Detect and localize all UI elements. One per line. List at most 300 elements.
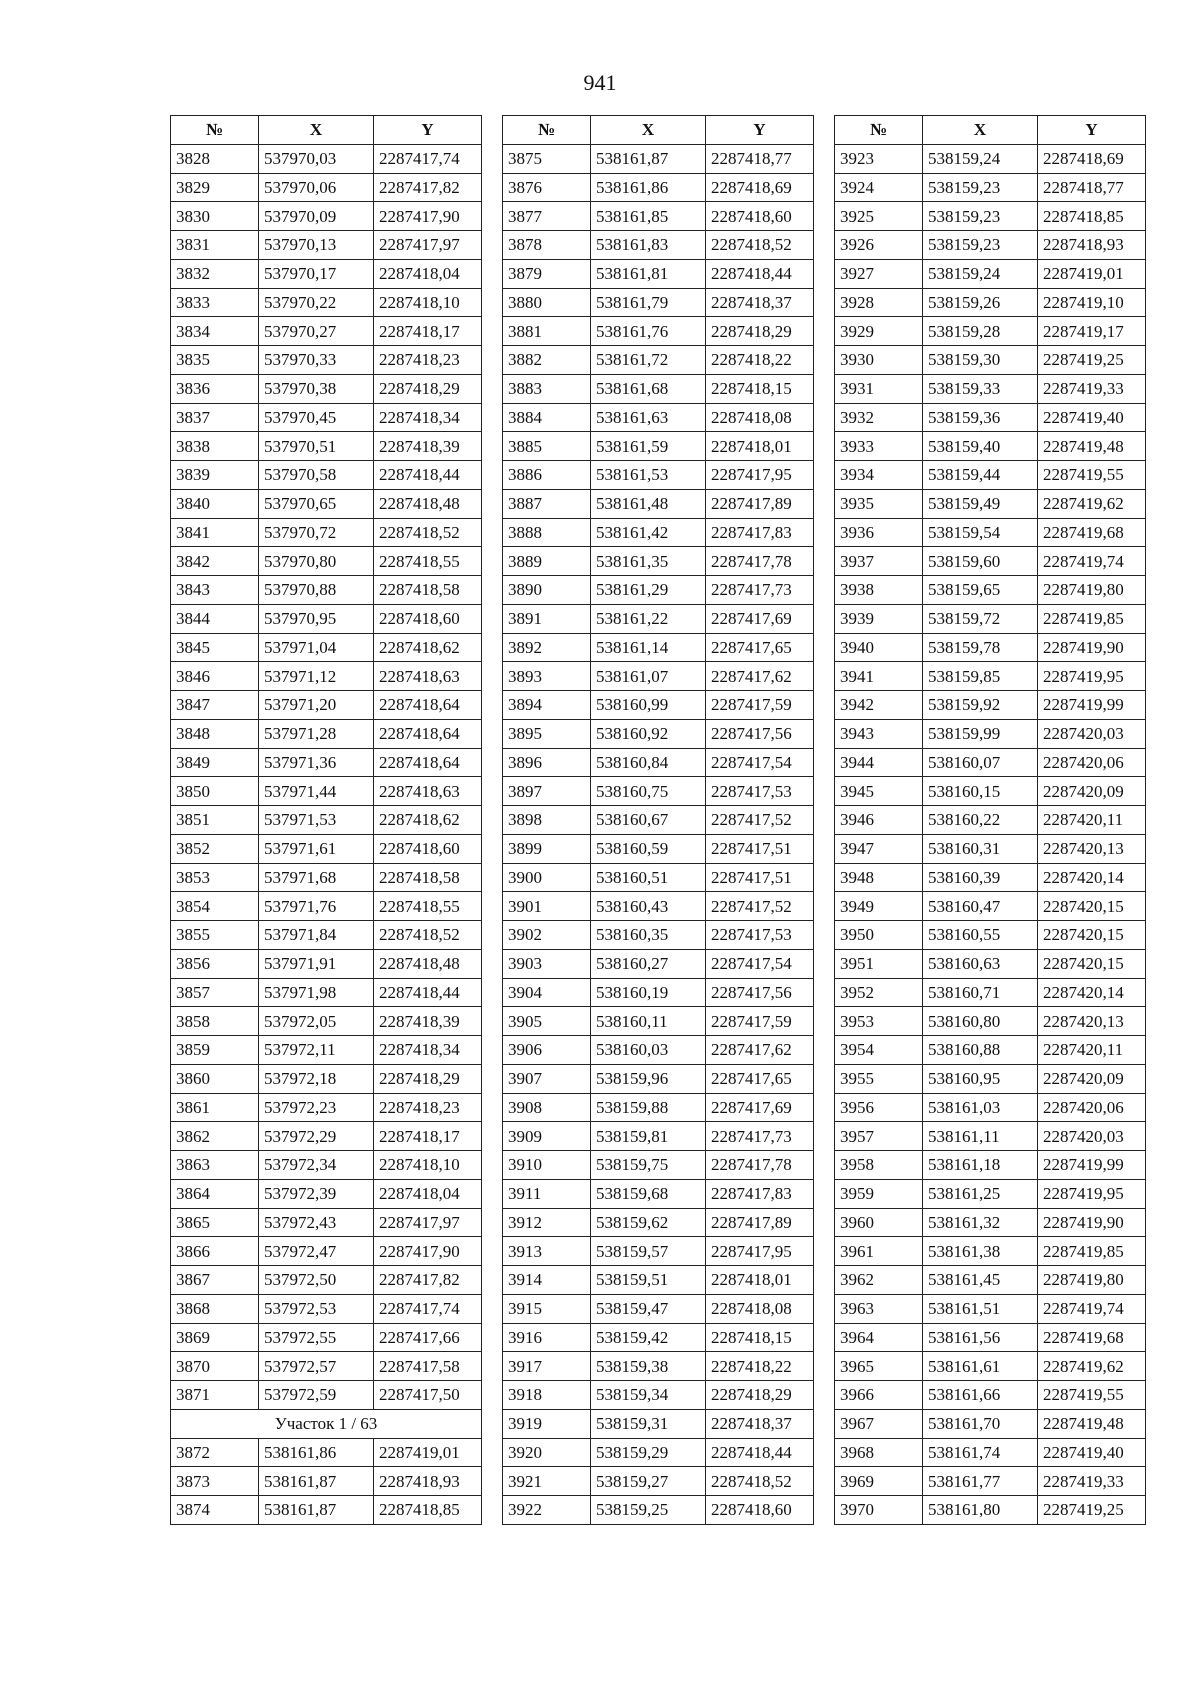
y-coordinate-cell: 2287417,65 — [706, 1064, 814, 1093]
x-coordinate-cell: 538161,87 — [591, 144, 706, 173]
point-number-cell: 3891 — [503, 604, 591, 633]
y-coordinate-cell: 2287417,54 — [706, 949, 814, 978]
y-coordinate-cell: 2287417,52 — [706, 806, 814, 835]
x-coordinate-cell: 538159,60 — [923, 547, 1038, 576]
x-coordinate-cell: 537970,58 — [259, 461, 374, 490]
point-number-cell: 3898 — [503, 806, 591, 835]
x-coordinate-cell: 538161,79 — [591, 288, 706, 317]
y-coordinate-cell: 2287418,60 — [706, 202, 814, 231]
x-coordinate-cell: 538159,78 — [923, 633, 1038, 662]
point-number-cell: 3934 — [835, 461, 923, 490]
point-number-cell: 3960 — [835, 1208, 923, 1237]
y-coordinate-cell: 2287417,78 — [706, 1151, 814, 1180]
y-coordinate-cell: 2287417,73 — [706, 576, 814, 605]
x-coordinate-cell: 538159,23 — [923, 231, 1038, 260]
table-row — [171, 1323, 482, 1352]
y-coordinate-cell: 2287418,29 — [706, 317, 814, 346]
y-coordinate-cell: 2287418,15 — [706, 1323, 814, 1352]
table-row — [503, 748, 814, 777]
x-coordinate-cell: 537971,53 — [259, 806, 374, 835]
table-row — [171, 231, 482, 260]
x-coordinate-cell: 537972,23 — [259, 1093, 374, 1122]
point-number-cell: 3835 — [171, 346, 259, 375]
y-coordinate-cell: 2287417,50 — [374, 1381, 482, 1410]
point-number-cell: 3968 — [835, 1438, 923, 1467]
y-coordinate-cell: 2287419,68 — [1038, 1323, 1146, 1352]
y-coordinate-cell: 2287418,34 — [374, 403, 482, 432]
point-number-cell: 3950 — [835, 921, 923, 950]
y-coordinate-cell: 2287418,23 — [374, 346, 482, 375]
point-number-cell: 3860 — [171, 1064, 259, 1093]
table-row — [835, 1036, 1146, 1065]
point-number-cell: 3935 — [835, 489, 923, 518]
table-row — [503, 173, 814, 202]
x-coordinate-cell: 537971,12 — [259, 662, 374, 691]
point-number-cell: 3913 — [503, 1237, 591, 1266]
point-number-cell: 3876 — [503, 173, 591, 202]
x-coordinate-cell: 538161,42 — [591, 518, 706, 547]
table-row — [835, 1409, 1146, 1438]
point-number-cell: 3853 — [171, 863, 259, 892]
point-number-cell: 3856 — [171, 949, 259, 978]
y-coordinate-cell: 2287417,89 — [706, 489, 814, 518]
table-row — [835, 921, 1146, 950]
point-number-cell: 3874 — [171, 1496, 259, 1525]
point-number-cell: 3945 — [835, 777, 923, 806]
y-coordinate-cell: 2287418,48 — [374, 949, 482, 978]
table-row — [835, 1093, 1146, 1122]
x-coordinate-cell: 537970,65 — [259, 489, 374, 518]
table-row — [503, 1093, 814, 1122]
coordinates-table-2 — [502, 115, 814, 1525]
table-row — [835, 489, 1146, 518]
table-row — [835, 432, 1146, 461]
y-coordinate-cell: 2287418,15 — [706, 374, 814, 403]
y-coordinate-cell: 2287418,69 — [706, 173, 814, 202]
x-coordinate-cell: 538161,14 — [591, 633, 706, 662]
y-coordinate-cell: 2287418,55 — [374, 547, 482, 576]
point-number-cell: 3847 — [171, 691, 259, 720]
point-number-cell: 3911 — [503, 1179, 591, 1208]
x-coordinate-cell: 537970,95 — [259, 604, 374, 633]
x-coordinate-cell: 538161,63 — [591, 403, 706, 432]
table-row — [171, 1496, 482, 1525]
x-coordinate-cell: 538159,72 — [923, 604, 1038, 633]
x-coordinate-cell: 538160,39 — [923, 863, 1038, 892]
y-coordinate-cell: 2287418,60 — [374, 604, 482, 633]
x-coordinate-cell: 538160,11 — [591, 1007, 706, 1036]
point-number-cell: 3873 — [171, 1467, 259, 1496]
table-row — [835, 1208, 1146, 1237]
point-number-cell: 3842 — [171, 547, 259, 576]
x-coordinate-cell: 538161,87 — [259, 1496, 374, 1525]
y-coordinate-cell: 2287417,65 — [706, 633, 814, 662]
x-coordinate-cell: 538160,19 — [591, 978, 706, 1007]
table-row — [835, 576, 1146, 605]
y-coordinate-cell: 2287418,44 — [374, 978, 482, 1007]
x-coordinate-cell: 538160,43 — [591, 892, 706, 921]
table-row — [503, 489, 814, 518]
x-coordinate-cell: 537971,61 — [259, 834, 374, 863]
y-coordinate-cell: 2287419,33 — [1038, 1467, 1146, 1496]
point-number-cell: 3957 — [835, 1122, 923, 1151]
y-coordinate-cell: 2287418,44 — [706, 1438, 814, 1467]
y-coordinate-cell: 2287418,62 — [374, 633, 482, 662]
table-row — [503, 317, 814, 346]
y-coordinate-cell: 2287417,89 — [706, 1208, 814, 1237]
table-row — [835, 317, 1146, 346]
x-coordinate-cell: 538159,27 — [591, 1467, 706, 1496]
y-coordinate-cell: 2287419,99 — [1038, 691, 1146, 720]
y-coordinate-cell: 2287418,08 — [706, 1294, 814, 1323]
table-row — [835, 346, 1146, 375]
point-number-cell: 3918 — [503, 1381, 591, 1410]
table-row — [171, 949, 482, 978]
y-coordinate-cell: 2287417,73 — [706, 1122, 814, 1151]
x-coordinate-cell: 537971,28 — [259, 719, 374, 748]
y-coordinate-cell: 2287419,85 — [1038, 1237, 1146, 1266]
point-number-cell: 3897 — [503, 777, 591, 806]
y-coordinate-cell: 2287420,06 — [1038, 748, 1146, 777]
table-row — [503, 806, 814, 835]
x-coordinate-cell: 538161,25 — [923, 1179, 1038, 1208]
table-row — [503, 662, 814, 691]
table-row — [171, 892, 482, 921]
table-row — [171, 346, 482, 375]
x-coordinate-cell: 538161,86 — [591, 173, 706, 202]
point-number-cell: 3865 — [171, 1208, 259, 1237]
table-row — [171, 863, 482, 892]
x-coordinate-cell: 537971,91 — [259, 949, 374, 978]
point-number-cell: 3881 — [503, 317, 591, 346]
table-row — [835, 1064, 1146, 1093]
x-coordinate-cell: 538160,95 — [923, 1064, 1038, 1093]
table-row — [171, 921, 482, 950]
table-row — [503, 403, 814, 432]
point-number-cell: 3962 — [835, 1266, 923, 1295]
y-coordinate-cell: 2287418,58 — [374, 863, 482, 892]
point-number-cell: 3871 — [171, 1381, 259, 1410]
table-row — [171, 1467, 482, 1496]
y-coordinate-cell: 2287417,56 — [706, 719, 814, 748]
table-row — [835, 461, 1146, 490]
point-number-cell: 3931 — [835, 374, 923, 403]
y-coordinate-cell: 2287417,52 — [706, 892, 814, 921]
y-coordinate-cell: 2287417,97 — [374, 1208, 482, 1237]
table-row — [835, 547, 1146, 576]
x-coordinate-cell: 538161,77 — [923, 1467, 1038, 1496]
table-row — [503, 1007, 814, 1036]
x-coordinate-cell: 537970,22 — [259, 288, 374, 317]
x-coordinate-cell: 538159,65 — [923, 576, 1038, 605]
point-number-cell: 3838 — [171, 432, 259, 461]
table-row — [835, 1179, 1146, 1208]
coordinates-table-1 — [170, 115, 482, 1525]
table-row — [503, 834, 814, 863]
y-coordinate-cell: 2287419,95 — [1038, 662, 1146, 691]
y-coordinate-cell: 2287419,90 — [1038, 633, 1146, 662]
point-number-cell: 3969 — [835, 1467, 923, 1496]
table-row — [171, 633, 482, 662]
table-row — [171, 288, 482, 317]
y-coordinate-cell: 2287417,83 — [706, 1179, 814, 1208]
table-row — [171, 403, 482, 432]
table-row — [503, 231, 814, 260]
point-number-cell: 3902 — [503, 921, 591, 950]
x-coordinate-cell: 538159,23 — [923, 173, 1038, 202]
y-coordinate-cell: 2287418,39 — [374, 432, 482, 461]
table-row — [171, 374, 482, 403]
y-coordinate-cell: 2287417,56 — [706, 978, 814, 1007]
x-coordinate-cell: 537972,50 — [259, 1266, 374, 1295]
x-coordinate-cell: 538161,53 — [591, 461, 706, 490]
table-row — [171, 748, 482, 777]
point-number-cell: 3917 — [503, 1352, 591, 1381]
y-coordinate-cell: 2287418,58 — [374, 576, 482, 605]
y-coordinate-cell: 2287417,74 — [374, 1294, 482, 1323]
point-number-cell: 3861 — [171, 1093, 259, 1122]
x-coordinate-cell: 538159,23 — [923, 202, 1038, 231]
point-number-cell: 3965 — [835, 1352, 923, 1381]
point-number-cell: 3883 — [503, 374, 591, 403]
y-coordinate-cell: 2287418,93 — [374, 1467, 482, 1496]
y-coordinate-cell: 2287417,90 — [374, 202, 482, 231]
y-coordinate-cell: 2287418,62 — [374, 806, 482, 835]
y-coordinate-cell: 2287420,11 — [1038, 806, 1146, 835]
y-coordinate-cell: 2287417,53 — [706, 777, 814, 806]
point-number-cell: 3955 — [835, 1064, 923, 1093]
table-row — [835, 691, 1146, 720]
x-coordinate-cell: 538161,22 — [591, 604, 706, 633]
x-coordinate-cell: 538161,66 — [923, 1381, 1038, 1410]
table-row — [503, 1496, 814, 1525]
y-coordinate-cell: 2287418,93 — [1038, 231, 1146, 260]
x-coordinate-cell: 537971,44 — [259, 777, 374, 806]
x-coordinate-cell: 537971,36 — [259, 748, 374, 777]
table-row — [503, 547, 814, 576]
y-coordinate-cell: 2287418,48 — [374, 489, 482, 518]
table-row — [503, 1467, 814, 1496]
table-row — [171, 518, 482, 547]
point-number-cell: 3920 — [503, 1438, 591, 1467]
point-number-cell: 3939 — [835, 604, 923, 633]
table-row — [835, 604, 1146, 633]
table-row — [503, 1237, 814, 1266]
table-row — [503, 288, 814, 317]
point-number-cell: 3829 — [171, 173, 259, 202]
point-number-cell: 3905 — [503, 1007, 591, 1036]
y-coordinate-cell: 2287419,80 — [1038, 1266, 1146, 1295]
x-coordinate-cell: 538160,51 — [591, 863, 706, 892]
x-coordinate-cell: 538159,96 — [591, 1064, 706, 1093]
table-row — [171, 317, 482, 346]
x-coordinate-cell: 538159,57 — [591, 1237, 706, 1266]
y-coordinate-cell: 2287418,01 — [706, 432, 814, 461]
table-row — [503, 1352, 814, 1381]
x-coordinate-cell: 538161,48 — [591, 489, 706, 518]
section-label: Участок 1 / 63 — [171, 1409, 482, 1438]
point-number-cell: 3864 — [171, 1179, 259, 1208]
table-row — [503, 1438, 814, 1467]
x-coordinate-cell: 538159,30 — [923, 346, 1038, 375]
y-coordinate-cell: 2287418,77 — [1038, 173, 1146, 202]
point-number-cell: 3906 — [503, 1036, 591, 1065]
x-coordinate-cell: 537971,98 — [259, 978, 374, 1007]
point-number-cell: 3889 — [503, 547, 591, 576]
table-row — [171, 1438, 482, 1467]
table-row — [171, 259, 482, 288]
table-row — [835, 806, 1146, 835]
point-number-cell: 3947 — [835, 834, 923, 863]
point-number-cell: 3879 — [503, 259, 591, 288]
x-coordinate-cell: 538161,72 — [591, 346, 706, 375]
y-coordinate-cell: 2287417,82 — [374, 1266, 482, 1295]
point-number-cell: 3952 — [835, 978, 923, 1007]
table-row — [503, 777, 814, 806]
x-coordinate-cell: 537971,76 — [259, 892, 374, 921]
x-coordinate-cell: 538161,18 — [923, 1151, 1038, 1180]
table-row — [503, 374, 814, 403]
y-coordinate-cell: 2287418,55 — [374, 892, 482, 921]
point-number-cell: 3896 — [503, 748, 591, 777]
section-row — [171, 1409, 482, 1438]
point-number-cell: 3884 — [503, 403, 591, 432]
y-coordinate-cell: 2287418,29 — [374, 374, 482, 403]
point-number-cell: 3912 — [503, 1208, 591, 1237]
x-coordinate-cell: 537970,45 — [259, 403, 374, 432]
x-coordinate-cell: 537971,84 — [259, 921, 374, 950]
point-number-cell: 3855 — [171, 921, 259, 950]
point-number-cell: 3956 — [835, 1093, 923, 1122]
x-coordinate-cell: 538161,35 — [591, 547, 706, 576]
point-number-cell: 3887 — [503, 489, 591, 518]
y-coordinate-cell: 2287417,53 — [706, 921, 814, 950]
x-coordinate-cell: 537970,51 — [259, 432, 374, 461]
y-coordinate-cell: 2287418,52 — [374, 921, 482, 950]
point-number-cell: 3949 — [835, 892, 923, 921]
x-coordinate-cell: 538159,54 — [923, 518, 1038, 547]
x-coordinate-cell: 538159,92 — [923, 691, 1038, 720]
y-coordinate-cell: 2287418,22 — [706, 346, 814, 375]
y-coordinate-cell: 2287418,60 — [706, 1496, 814, 1525]
y-coordinate-cell: 2287418,52 — [374, 518, 482, 547]
x-coordinate-cell: 538160,75 — [591, 777, 706, 806]
table-row — [835, 144, 1146, 173]
x-coordinate-cell: 538159,26 — [923, 288, 1038, 317]
header-number: № — [171, 116, 259, 145]
table-row — [171, 806, 482, 835]
table-row — [835, 1294, 1146, 1323]
table-row — [503, 259, 814, 288]
x-coordinate-cell: 538159,36 — [923, 403, 1038, 432]
table-row — [503, 518, 814, 547]
x-coordinate-cell: 538161,76 — [591, 317, 706, 346]
point-number-cell: 3848 — [171, 719, 259, 748]
y-coordinate-cell: 2287419,48 — [1038, 1409, 1146, 1438]
point-number-cell: 3963 — [835, 1294, 923, 1323]
header-number: № — [835, 116, 923, 145]
point-number-cell: 3851 — [171, 806, 259, 835]
table-row — [503, 604, 814, 633]
x-coordinate-cell: 538160,22 — [923, 806, 1038, 835]
y-coordinate-cell: 2287420,15 — [1038, 921, 1146, 950]
point-number-cell: 3941 — [835, 662, 923, 691]
y-coordinate-cell: 2287420,06 — [1038, 1093, 1146, 1122]
table-row — [835, 374, 1146, 403]
y-coordinate-cell: 2287418,17 — [374, 317, 482, 346]
table-row — [503, 719, 814, 748]
y-coordinate-cell: 2287419,25 — [1038, 1496, 1146, 1525]
y-coordinate-cell: 2287419,10 — [1038, 288, 1146, 317]
point-number-cell: 3915 — [503, 1294, 591, 1323]
y-coordinate-cell: 2287418,29 — [706, 1381, 814, 1410]
x-coordinate-cell: 537972,53 — [259, 1294, 374, 1323]
x-coordinate-cell: 537971,04 — [259, 633, 374, 662]
x-coordinate-cell: 538159,31 — [591, 1409, 706, 1438]
x-coordinate-cell: 537970,72 — [259, 518, 374, 547]
y-coordinate-cell: 2287419,99 — [1038, 1151, 1146, 1180]
x-coordinate-cell: 538159,44 — [923, 461, 1038, 490]
x-coordinate-cell: 538161,29 — [591, 576, 706, 605]
y-coordinate-cell: 2287419,01 — [1038, 259, 1146, 288]
table-row — [503, 202, 814, 231]
header-y: Y — [374, 116, 482, 145]
y-coordinate-cell: 2287417,78 — [706, 547, 814, 576]
point-number-cell: 3948 — [835, 863, 923, 892]
y-coordinate-cell: 2287419,74 — [1038, 547, 1146, 576]
table-row — [503, 346, 814, 375]
x-coordinate-cell: 538161,38 — [923, 1237, 1038, 1266]
table-row — [171, 202, 482, 231]
table-row — [835, 288, 1146, 317]
x-coordinate-cell: 537970,13 — [259, 231, 374, 260]
point-number-cell: 3937 — [835, 547, 923, 576]
point-number-cell: 3926 — [835, 231, 923, 260]
x-coordinate-cell: 538159,81 — [591, 1122, 706, 1151]
table-row — [171, 662, 482, 691]
table-row — [171, 1381, 482, 1410]
table-row — [835, 1467, 1146, 1496]
point-number-cell: 3942 — [835, 691, 923, 720]
x-coordinate-cell: 538159,62 — [591, 1208, 706, 1237]
y-coordinate-cell: 2287417,59 — [706, 691, 814, 720]
y-coordinate-cell: 2287418,85 — [374, 1496, 482, 1525]
header-y: Y — [706, 116, 814, 145]
point-number-cell: 3932 — [835, 403, 923, 432]
table-row — [835, 863, 1146, 892]
table-row — [835, 1381, 1146, 1410]
point-number-cell: 3903 — [503, 949, 591, 978]
point-number-cell: 3869 — [171, 1323, 259, 1352]
x-coordinate-cell: 538159,75 — [591, 1151, 706, 1180]
x-coordinate-cell: 538159,88 — [591, 1093, 706, 1122]
y-coordinate-cell: 2287418,29 — [374, 1064, 482, 1093]
table-row — [835, 1237, 1146, 1266]
y-coordinate-cell: 2287418,63 — [374, 662, 482, 691]
table-row — [503, 1036, 814, 1065]
x-coordinate-cell: 537972,57 — [259, 1352, 374, 1381]
table-row — [503, 1064, 814, 1093]
table-row — [835, 1323, 1146, 1352]
table-row — [835, 978, 1146, 1007]
table-row — [171, 604, 482, 633]
y-coordinate-cell: 2287419,62 — [1038, 1352, 1146, 1381]
x-coordinate-cell: 538161,85 — [591, 202, 706, 231]
table-row — [503, 1122, 814, 1151]
x-coordinate-cell: 538161,70 — [923, 1409, 1038, 1438]
point-number-cell: 3899 — [503, 834, 591, 863]
y-coordinate-cell: 2287418,64 — [374, 719, 482, 748]
